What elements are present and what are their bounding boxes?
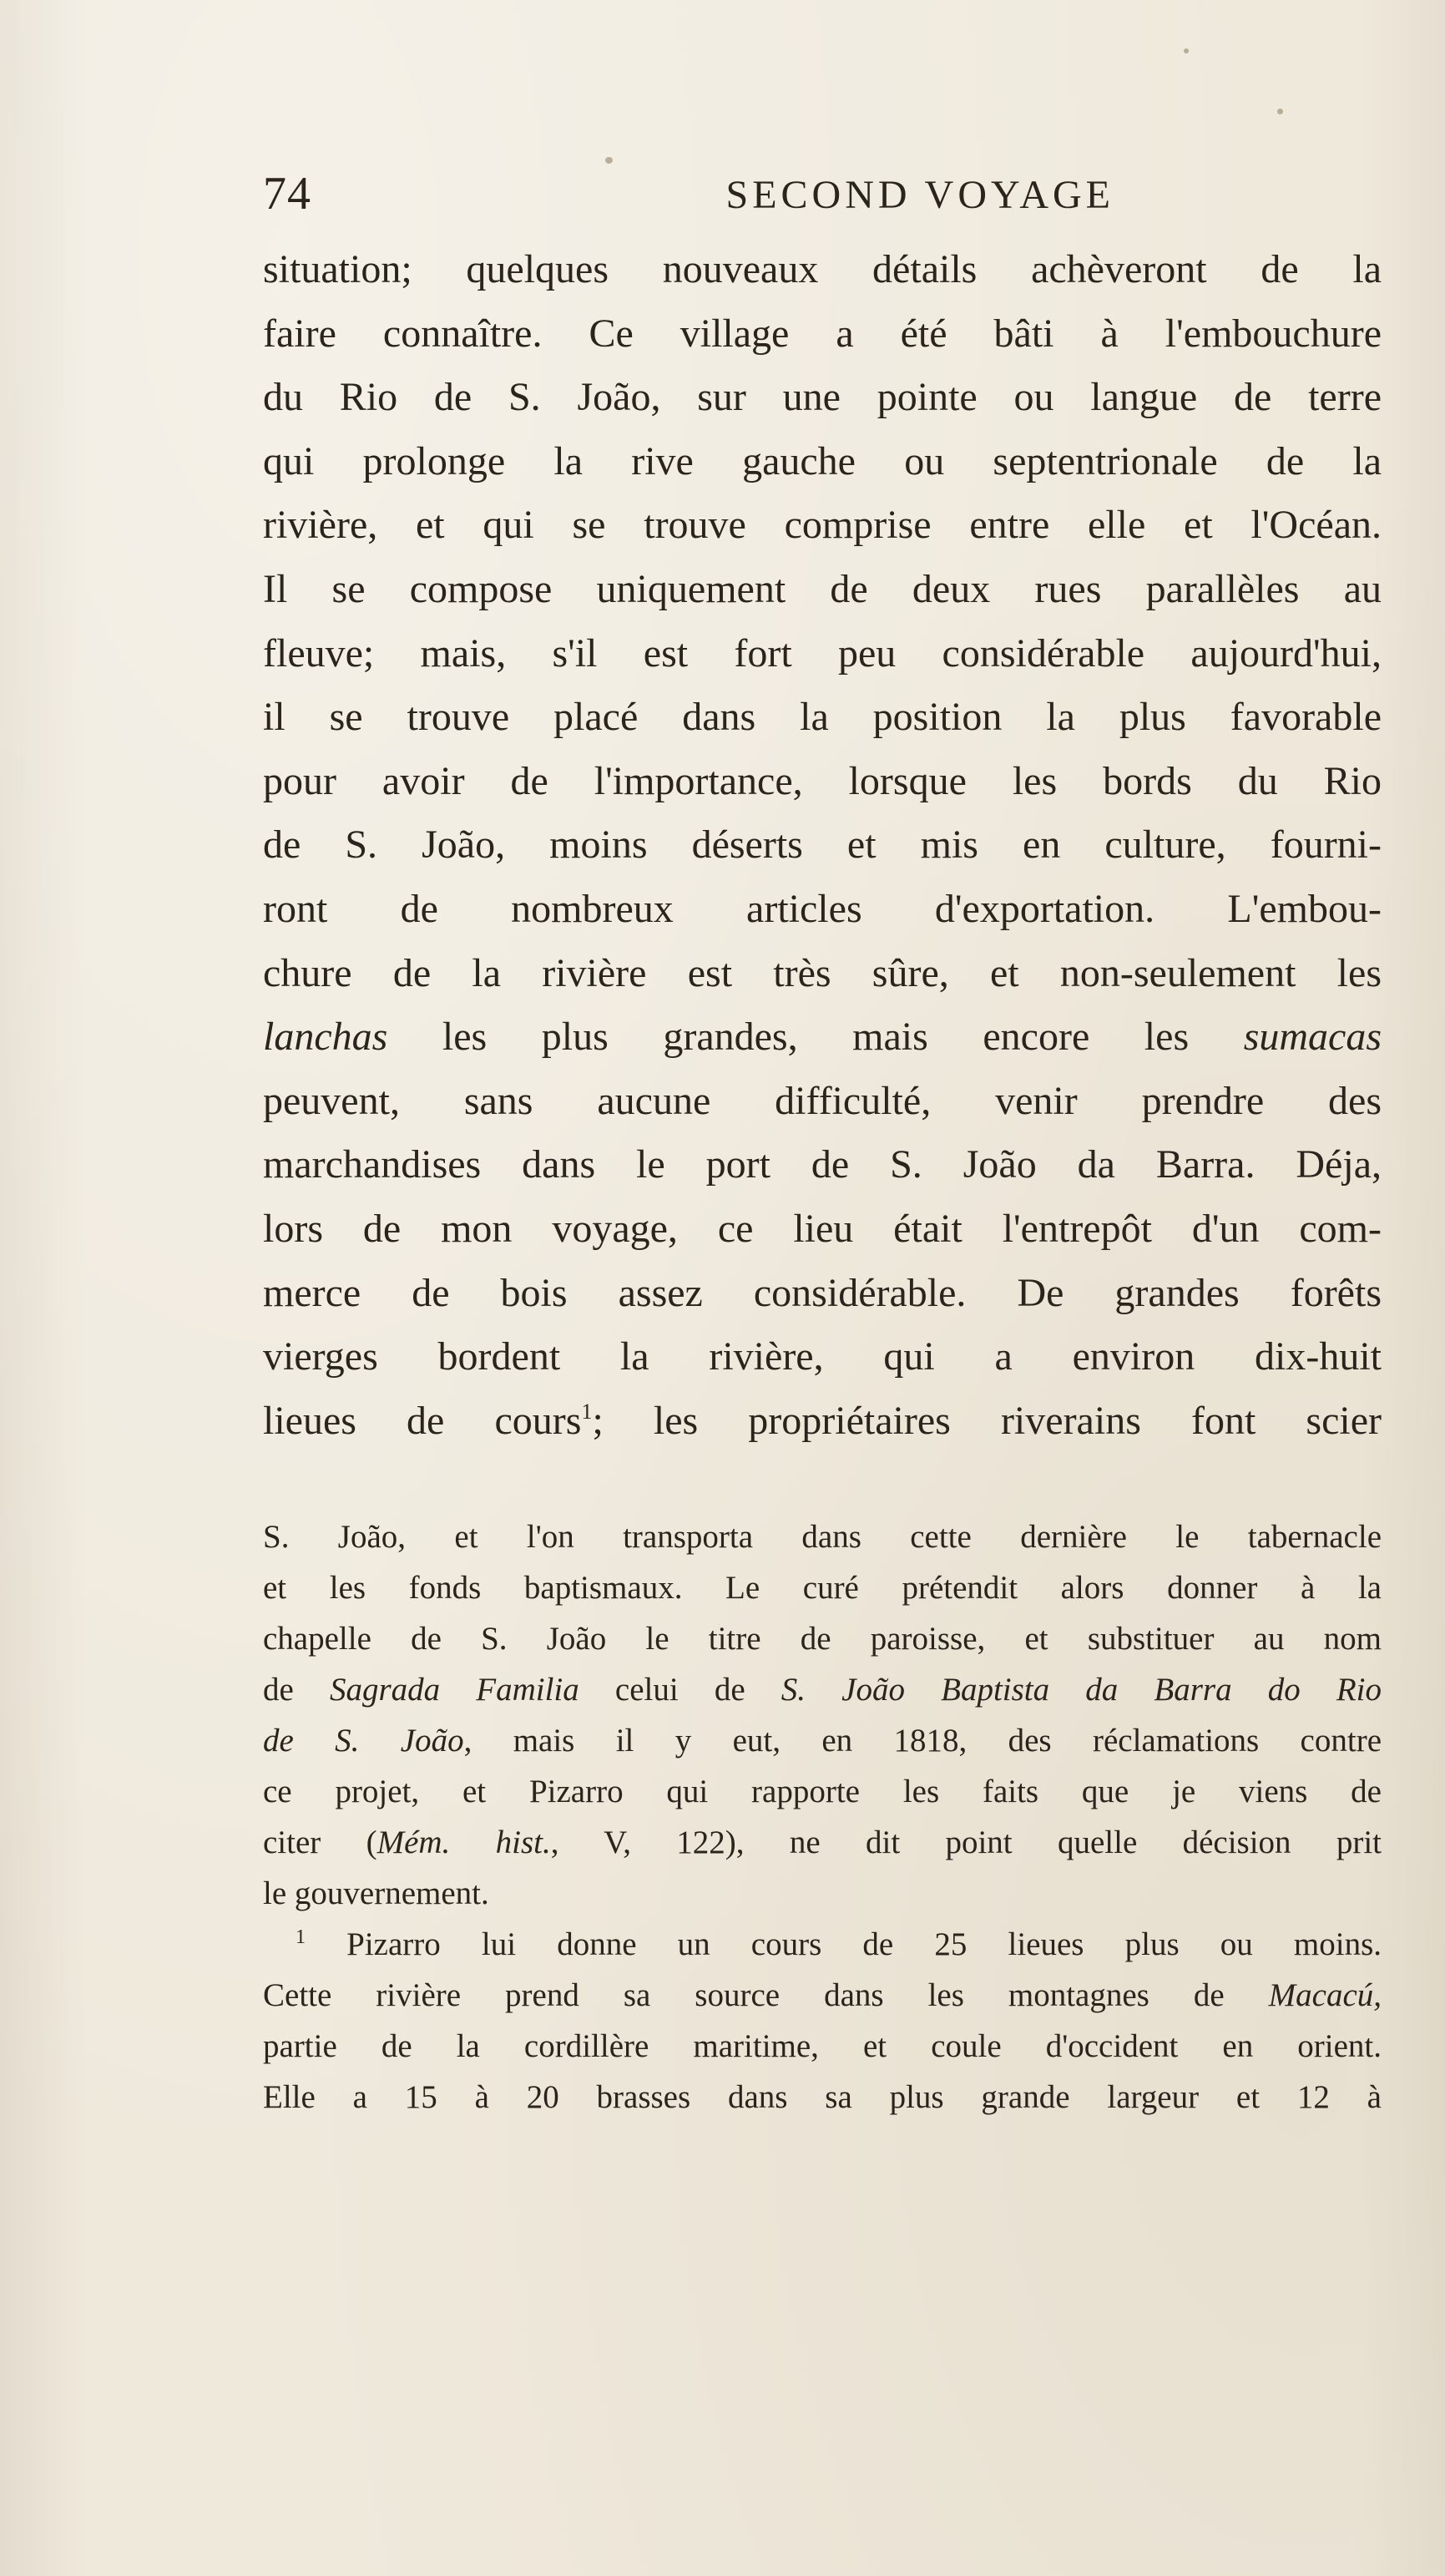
text-line: marchandises dans le port de S. João da Barra. Déja, xyxy=(263,1142,1382,1187)
footnote-line xyxy=(263,1664,1382,1715)
italic-term: sumacas xyxy=(1243,1015,1382,1060)
text-line: faire connaître. Ce village a été bâti à l'embouchure xyxy=(263,311,1382,356)
main-text xyxy=(263,238,1382,1453)
text-span: Cette rivière prend sa source dans les montagnes de xyxy=(263,1977,1225,2013)
footnote-line: partie de la cordillère maritime, et coule d'occident en orient. xyxy=(263,2028,1382,2064)
text-line: il se trouve placé dans la position la plus favorable xyxy=(263,695,1382,740)
text-line: du Rio de S. João, sur une pointe ou langue de terre xyxy=(263,375,1382,420)
running-title: SECOND VOYAGE xyxy=(725,173,1114,217)
footnote-ref: 1 xyxy=(581,1399,593,1424)
text-line: de S. João, moins déserts et mis en culture, fourni- xyxy=(263,822,1382,868)
text-span: de xyxy=(263,1672,294,1708)
text-span: lieues de cours xyxy=(263,1398,582,1443)
footnote-line: S. João, et l'on transporta dans cette dernière le tabernacle xyxy=(263,1519,1382,1555)
text-line: rivière, et qui se trouve comprise entre elle et l'Océan. xyxy=(263,503,1382,548)
page-number: 74 xyxy=(263,168,311,220)
page-header xyxy=(263,167,1382,234)
italic-term: Macacú, xyxy=(1268,1977,1382,2013)
text-line: situation; quelques nouveaux détails achèveront de la xyxy=(263,247,1382,291)
footnote-line xyxy=(263,1919,1382,1970)
footnote-line xyxy=(263,1970,1382,2021)
text-line: chure de la rivière est très sûre, et non-seulement les xyxy=(263,950,1382,995)
text-line: Il se compose uniquement de deux rues parallèles au xyxy=(263,566,1382,611)
italic-term: de S. João xyxy=(263,1723,464,1759)
italic-term: lanchas xyxy=(263,1015,388,1060)
footnote-marker: 1 xyxy=(296,1926,306,1948)
text-line xyxy=(263,1389,1382,1454)
text-line: ront de nombreux articles d'exportation. L'embou- xyxy=(263,886,1382,931)
text-span: les plus grandes, mais encore les xyxy=(442,1015,1190,1060)
text-line: fleuve; mais, s'il est fort peu considérable aujourd'hui, xyxy=(263,630,1382,676)
text-line: merce de bois assez considérable. De grandes forêts xyxy=(263,1270,1382,1315)
text-span: , mais il y eut, en 1818, des réclamations contre xyxy=(463,1723,1382,1759)
text-line: qui prolonge la rive gauche ou septentrionale de la xyxy=(263,438,1382,483)
text-line: pour avoir de l'importance, lorsque les bords du Rio xyxy=(263,758,1382,803)
footnote-line: ce projet, et Pizarro qui rapporte les faits que je viens de xyxy=(263,1774,1382,1809)
footnote-line: le gouvernement. xyxy=(263,1875,489,1911)
italic-term: Sagrada Familia xyxy=(329,1672,579,1708)
paper-speck xyxy=(1184,48,1189,53)
footnote-line xyxy=(263,1817,1382,1868)
footnotes xyxy=(263,1511,1382,2123)
text-line: vierges bordent la rivière, qui a environ dix-huit xyxy=(263,1334,1382,1379)
italic-term: S. João Baptista da Barra do Rio xyxy=(781,1672,1382,1708)
paper-speck xyxy=(605,157,613,164)
footnote-line: chapelle de S. João le titre de paroisse, et substituer au nom xyxy=(263,1621,1382,1657)
text-span: Pizarro lui donne un cours de 25 lieues plus ou moins. xyxy=(306,1926,1382,1962)
italic-term: Mém. hist. xyxy=(376,1824,551,1860)
text-span: ; les propriétaires riverains font scier xyxy=(592,1398,1382,1443)
text-line: peuvent, sans aucune difficulté, venir prendre des xyxy=(263,1078,1382,1123)
text-span: celui de xyxy=(614,1672,745,1708)
text-line xyxy=(263,1005,1382,1070)
footnote-line: Elle a 15 à 20 brasses dans sa plus grande largeur et 12 à xyxy=(263,2079,1382,2115)
text-span: citer ( xyxy=(263,1824,377,1860)
text-line: lors de mon voyage, ce lieu était l'entrepôt d'un com- xyxy=(263,1206,1382,1251)
footnote-line xyxy=(263,1715,1382,1766)
footnote-line: et les fonds baptismaux. Le curé prétendit alors donner à la xyxy=(263,1570,1382,1606)
text-span: , V, 122), ne dit point quelle décision prit xyxy=(550,1824,1382,1860)
paper-speck xyxy=(1277,109,1283,114)
